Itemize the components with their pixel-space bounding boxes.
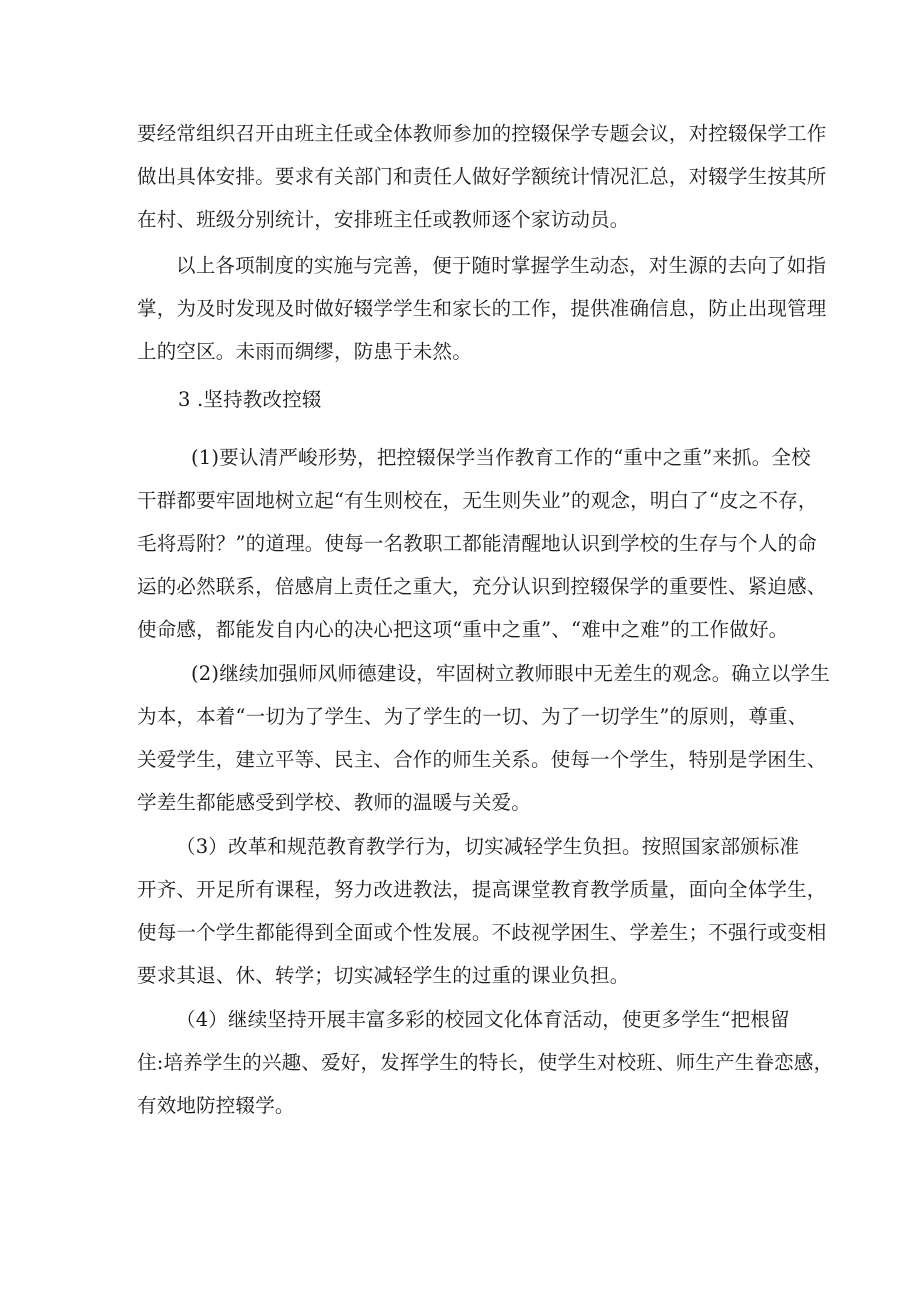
paragraph-line: 为本，本着“一切为了学生、为了学生的一切、为了一切学生”的原则，尊重、 [137,705,808,728]
paragraph-line: （3）改革和规范教育教学行为，切实减轻学生负担。按照国家部颁标准 [176,835,800,858]
paragraph-line: 关爱学生，建立平等、民主、合作的师生关系。使每一个学生，特别是学困生、 [137,748,827,771]
paragraph-line: 以上各项制度的实施与完善，便于随时掌握学生动态，对生源的去向了如指 [176,254,827,277]
paragraph-line: 开齐、开足所有课程，努力改进教法，提高课堂教育教学质量，面向全体学生， [137,878,827,901]
paragraph-line: 要经常组织召开由班主任或全体教师参加的控辍保学专题会议，对控辍保学工作 [137,122,827,145]
paragraph-line: 学差生都能感受到学校、教师的温暖与关爱。 [137,791,532,814]
paragraph-line: 掌，为及时发现及时做好辍学学生和家长的工作，提供准确信息，防止出现管理 [137,297,827,320]
paragraph-line: (2)继续加强师风师德建设，牢固树立教师眼中无差生的观念。确立以学生 [191,662,830,685]
paragraph-line: 干群都要牢固地树立起“有生则校在，无生则失业”的观念，明白了“皮之不存， [137,489,818,512]
paragraph-line: 运的必然联系，倍感肩上责任之重大，充分认识到控辍保学的重要性、紧迫感、 [137,575,827,598]
paragraph-line: 毛将焉附？”的道理。使每一名教职工都能清醒地认识到学校的生存与个人的命 [137,532,817,555]
paragraph-line: 在村、班级分别统计，安排班主任或教师逐个家访动员。 [137,208,630,231]
paragraph-line: 使每一个学生都能得到全面或个性发展。不歧视学困生、学差生；不强行或变相 [137,921,827,944]
paragraph-line: 做出具体安排。要求有关部门和责任人做好学额统计情况汇总，对辍学生按其所 [137,165,827,188]
paragraph-line: （4）继续坚持开展丰富多彩的校园文化体育活动，使更多学生“把根留 [176,1008,790,1031]
paragraph-line: 使命感，都能发自内心的决心把这项“重中之重”、“难中之难”的工作做好。 [137,618,789,641]
paragraph-line: 上的空区。未雨而绸缪，防患于未然。 [137,340,472,363]
section-heading: 3 .坚持教改控辍 [178,388,322,411]
paragraph-line: 要求其退、休、转学；切实减轻学生的过重的课业负担。 [137,964,630,987]
paragraph-line: (1)要认清严峻形势，把控辍保学当作教育工作的“重中之重”来抓。全校 [191,446,811,469]
paragraph-line: 住:培养学生的兴趣、爱好，发挥学生的特长，使学生对校班、师生产生眷恋感， [137,1051,834,1074]
paragraph-line: 有效地防控辍学。 [137,1094,295,1117]
